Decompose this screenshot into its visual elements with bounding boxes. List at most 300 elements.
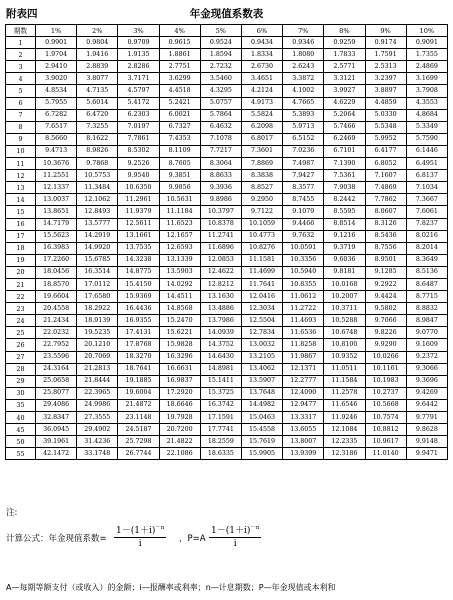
factor-cell: 5.7955 bbox=[36, 97, 77, 109]
factor-cell: 4.6229 bbox=[324, 97, 365, 109]
factor-cell: 8.5136 bbox=[406, 266, 447, 278]
table-row bbox=[6, 339, 448, 351]
factor-cell: 12.6593 bbox=[159, 242, 200, 254]
factor-cell: 7.6061 bbox=[406, 206, 447, 218]
factor-cell: 0.9091 bbox=[406, 37, 447, 49]
factor-cell: 5.7590 bbox=[406, 133, 447, 145]
factor-cell: 1.7591 bbox=[365, 49, 406, 61]
header-period: 期数 bbox=[6, 25, 36, 37]
factor-cell: 3.4651 bbox=[241, 73, 282, 85]
factor-cell: 3.6299 bbox=[159, 73, 200, 85]
factor-cell: 13.8651 bbox=[36, 206, 77, 218]
factor-cell: 8.0607 bbox=[365, 206, 406, 218]
table-row bbox=[6, 424, 448, 436]
factor-cell: 7.8237 bbox=[406, 218, 447, 230]
factor-cell: 3.1699 bbox=[406, 73, 447, 85]
period-cell: 11 bbox=[6, 158, 36, 170]
factor-cell: 16.9355 bbox=[118, 315, 159, 327]
factor-cell: 10.6748 bbox=[324, 327, 365, 339]
factor-cell: 21.2813 bbox=[77, 363, 118, 375]
factor-cell: 11.6896 bbox=[200, 242, 241, 254]
table-row bbox=[6, 170, 448, 182]
factor-cell: 13.1339 bbox=[159, 254, 200, 266]
factor-cell: 9.6036 bbox=[324, 254, 365, 266]
period-cell: 1 bbox=[6, 37, 36, 49]
factor-cell: 7.1607 bbox=[365, 170, 406, 182]
factor-cell: 10.0266 bbox=[365, 351, 406, 363]
factor-cell: 6.4632 bbox=[200, 121, 241, 133]
factor-cell: 6.4951 bbox=[406, 158, 447, 170]
factor-cell: 5.2421 bbox=[159, 97, 200, 109]
factor-cell: 11.0140 bbox=[365, 448, 406, 460]
factor-cell: 19.6604 bbox=[36, 291, 77, 303]
factor-cell: 10.4773 bbox=[241, 230, 282, 242]
factor-cell: 31.4236 bbox=[77, 436, 118, 448]
factor-cell: 20.4558 bbox=[36, 303, 77, 315]
factor-cell: 0.9259 bbox=[324, 37, 365, 49]
fraction-denominator: i bbox=[138, 539, 142, 549]
factor-cell: 16.4436 bbox=[118, 303, 159, 315]
factor-cell: 21.4822 bbox=[159, 436, 200, 448]
factor-cell: 1.8861 bbox=[159, 49, 200, 61]
factor-cell: 16.3983 bbox=[36, 242, 77, 254]
factor-cell: 3.9020 bbox=[36, 73, 77, 85]
factor-cell: 9.7868 bbox=[77, 158, 118, 170]
factor-cell: 15.5623 bbox=[36, 230, 77, 242]
factor-cell: 7.7861 bbox=[118, 133, 159, 145]
factor-cell: 4.8684 bbox=[406, 109, 447, 121]
factor-cell: 7.3255 bbox=[77, 121, 118, 133]
factor-cell: 10.6350 bbox=[118, 182, 159, 194]
factor-cell: 9.3719 bbox=[324, 242, 365, 254]
factor-cell: 7.9427 bbox=[283, 170, 324, 182]
factor-cell: 13.5907 bbox=[241, 375, 282, 387]
factor-cell: 11.1184 bbox=[159, 206, 200, 218]
factor-cell: 9.8181 bbox=[324, 266, 365, 278]
factor-cell: 13.4062 bbox=[241, 363, 282, 375]
factor-cell: 0.9901 bbox=[36, 37, 77, 49]
factor-cell: 13.7986 bbox=[200, 315, 241, 327]
factor-cell: 12.9477 bbox=[283, 399, 324, 411]
period-cell: 6 bbox=[6, 97, 36, 109]
factor-cell: 10.8100 bbox=[324, 339, 365, 351]
factor-cell: 11.0511 bbox=[324, 363, 365, 375]
factor-cell: 14.6430 bbox=[200, 351, 241, 363]
factor-cell: 15.3725 bbox=[200, 387, 241, 399]
period-cell: 50 bbox=[6, 436, 36, 448]
factor-cell: 2.4869 bbox=[406, 61, 447, 73]
table-row bbox=[6, 436, 448, 448]
table-row bbox=[6, 363, 448, 375]
factor-cell: 21.2434 bbox=[36, 315, 77, 327]
factor-cell: 5.3893 bbox=[283, 109, 324, 121]
formula-fraction-2 bbox=[209, 523, 261, 549]
factor-cell: 10.8276 bbox=[241, 242, 282, 254]
factor-cell: 9.3936 bbox=[200, 182, 241, 194]
factor-cell: 5.5348 bbox=[365, 121, 406, 133]
factor-cell: 9.9856 bbox=[159, 182, 200, 194]
factor-cell: 18.6646 bbox=[159, 399, 200, 411]
factor-cell: 15.0463 bbox=[241, 412, 282, 424]
period-cell: 40 bbox=[6, 412, 36, 424]
table-row bbox=[6, 266, 448, 278]
factor-cell: 8.8527 bbox=[241, 182, 282, 194]
period-cell: 29 bbox=[6, 375, 36, 387]
factor-cell: 1.7833 bbox=[324, 49, 365, 61]
factor-cell: 5.7864 bbox=[200, 109, 241, 121]
factor-cell: 11.1581 bbox=[241, 254, 282, 266]
factor-cell: 1.9416 bbox=[77, 49, 118, 61]
factor-cell: 12.8493 bbox=[77, 206, 118, 218]
table-row bbox=[6, 399, 448, 411]
factor-cell: 16.3296 bbox=[159, 351, 200, 363]
factor-cell: 17.1591 bbox=[200, 412, 241, 424]
factor-cell: 24.5187 bbox=[118, 424, 159, 436]
factor-cell: 8.3064 bbox=[200, 158, 241, 170]
factor-cell: 12.4090 bbox=[283, 387, 324, 399]
period-cell: 5 bbox=[6, 85, 36, 97]
factor-cell: 2.7751 bbox=[159, 61, 200, 73]
annuity-present-value-table bbox=[5, 24, 448, 460]
factor-cell: 10.5288 bbox=[324, 315, 365, 327]
factor-cell: 17.6580 bbox=[77, 291, 118, 303]
factor-cell: 15.2470 bbox=[159, 315, 200, 327]
factor-cell: 8.9847 bbox=[406, 315, 447, 327]
factor-cell: 11.2722 bbox=[283, 303, 324, 315]
factor-cell: 6.2098 bbox=[241, 121, 282, 133]
factor-cell: 16.6631 bbox=[159, 363, 200, 375]
factor-cell: 4.7665 bbox=[283, 97, 324, 109]
factor-cell: 18.2559 bbox=[200, 436, 241, 448]
table-row bbox=[6, 375, 448, 387]
table-row bbox=[6, 61, 448, 73]
factor-cell: 8.1622 bbox=[77, 133, 118, 145]
factor-cell: 9.1079 bbox=[283, 206, 324, 218]
factor-cell: 8.9826 bbox=[77, 145, 118, 157]
factor-cell: 32.8347 bbox=[36, 412, 77, 424]
factor-cell: 4.7135 bbox=[77, 85, 118, 97]
factor-cell: 14.4982 bbox=[241, 399, 282, 411]
factor-cell: 26.7744 bbox=[118, 448, 159, 460]
factor-cell: 9.0770 bbox=[406, 327, 447, 339]
factor-cell: 9.3851 bbox=[159, 170, 200, 182]
factor-cell: 10.2737 bbox=[365, 387, 406, 399]
factor-cell: 10.2007 bbox=[324, 291, 365, 303]
factor-cell: 3.5460 bbox=[200, 73, 241, 85]
factor-cell: 22.3965 bbox=[77, 387, 118, 399]
period-cell: 35 bbox=[6, 399, 36, 411]
factor-cell: 17.0112 bbox=[77, 278, 118, 290]
factor-cell: 6.8052 bbox=[365, 158, 406, 170]
factor-cell: 11.2741 bbox=[200, 230, 241, 242]
factor-cell: 8.3649 bbox=[406, 254, 447, 266]
factor-cell: 13.0037 bbox=[36, 194, 77, 206]
table-row bbox=[6, 85, 448, 97]
factor-cell: 10.5668 bbox=[365, 399, 406, 411]
factor-cell: 8.0216 bbox=[406, 230, 447, 242]
header-rate: 3% bbox=[118, 25, 159, 37]
factor-cell: 11.8258 bbox=[283, 339, 324, 351]
factor-cell: 22.1086 bbox=[159, 448, 200, 460]
factor-cell: 14.0939 bbox=[200, 327, 241, 339]
factor-cell: 14.0292 bbox=[159, 278, 200, 290]
factor-cell: 9.9540 bbox=[118, 170, 159, 182]
factor-cell: 18.3270 bbox=[118, 351, 159, 363]
factor-cell: 1.7355 bbox=[406, 49, 447, 61]
factor-cell: 12.3186 bbox=[324, 448, 365, 460]
factor-cell: 6.2469 bbox=[324, 133, 365, 145]
period-cell: 8 bbox=[6, 121, 36, 133]
factor-cell: 5.3349 bbox=[406, 121, 447, 133]
factor-cell: 6.4177 bbox=[365, 145, 406, 157]
factor-cell: 3.9927 bbox=[324, 85, 365, 97]
formula-separator: ，P=A bbox=[179, 534, 206, 544]
factor-cell: 2.9410 bbox=[36, 61, 77, 73]
factor-cell: 9.3066 bbox=[406, 363, 447, 375]
factor-cell: 1.8080 bbox=[283, 49, 324, 61]
factor-cell: 17.7741 bbox=[200, 424, 241, 436]
factor-cell: 9.4713 bbox=[36, 145, 77, 157]
factor-cell: 14.2919 bbox=[77, 230, 118, 242]
factor-cell: 0.9615 bbox=[159, 37, 200, 49]
period-cell: 7 bbox=[6, 109, 36, 121]
factor-cell: 14.4511 bbox=[159, 291, 200, 303]
factor-cell: 20.7069 bbox=[77, 351, 118, 363]
header-rate: 2% bbox=[77, 25, 118, 37]
factor-cell: 11.3484 bbox=[77, 182, 118, 194]
factor-cell: 15.7619 bbox=[241, 436, 282, 448]
factor-cell: 20.1210 bbox=[77, 339, 118, 351]
factor-cell: 16.3742 bbox=[200, 399, 241, 411]
factor-cell: 9.1216 bbox=[324, 230, 365, 242]
period-cell: 55 bbox=[6, 448, 36, 460]
heading bbox=[6, 6, 447, 22]
factor-cell: 11.2551 bbox=[36, 170, 77, 182]
factor-cell: 8.2014 bbox=[406, 242, 447, 254]
factor-cell: 10.8812 bbox=[365, 424, 406, 436]
factor-cell: 24.9986 bbox=[77, 399, 118, 411]
factor-cell: 8.5660 bbox=[36, 133, 77, 145]
table-row bbox=[6, 109, 448, 121]
factor-cell: 25.8077 bbox=[36, 387, 77, 399]
factor-cell: 9.9471 bbox=[406, 448, 447, 460]
period-cell: 10 bbox=[6, 145, 36, 157]
factor-cell: 5.7466 bbox=[324, 121, 365, 133]
factor-cell: 6.5152 bbox=[283, 133, 324, 145]
factor-cell: 9.7632 bbox=[283, 230, 324, 242]
factor-cell: 9.4424 bbox=[365, 291, 406, 303]
factor-cell: 11.6536 bbox=[283, 327, 324, 339]
factor-cell: 7.3667 bbox=[406, 194, 447, 206]
factor-cell: 6.8137 bbox=[406, 170, 447, 182]
factor-cell: 14.3238 bbox=[118, 254, 159, 266]
factor-cell: 2.5313 bbox=[365, 61, 406, 73]
factor-cell: 14.3752 bbox=[200, 339, 241, 351]
factor-cell: 15.9905 bbox=[241, 448, 282, 460]
factor-cell: 6.0021 bbox=[159, 109, 200, 121]
factor-cell: 29.4902 bbox=[77, 424, 118, 436]
factor-cell: 8.9501 bbox=[365, 254, 406, 266]
factor-cell: 8.7455 bbox=[283, 194, 324, 206]
factor-cell: 7.4987 bbox=[283, 158, 324, 170]
factor-cell: 36.0945 bbox=[36, 424, 77, 436]
factor-cell: 12.4622 bbox=[200, 266, 241, 278]
factor-cell: 17.4131 bbox=[118, 327, 159, 339]
period-cell: 9 bbox=[6, 133, 36, 145]
factor-cell: 18.2922 bbox=[77, 303, 118, 315]
factor-cell: 11.0612 bbox=[283, 291, 324, 303]
factor-cell: 21.4872 bbox=[118, 399, 159, 411]
factor-cell: 9.8986 bbox=[200, 194, 241, 206]
factor-cell: 14.9920 bbox=[77, 242, 118, 254]
factor-cell: 11.4699 bbox=[241, 266, 282, 278]
factor-cell: 8.6487 bbox=[406, 278, 447, 290]
factor-cell: 13.0032 bbox=[241, 339, 282, 351]
factor-cell: 13.1630 bbox=[200, 291, 241, 303]
factor-cell: 2.5771 bbox=[324, 61, 365, 73]
factor-cell: 13.2105 bbox=[241, 351, 282, 363]
fraction-numerator: $1-(1+i)^{-n}$ bbox=[211, 525, 260, 536]
factor-cell: 9.7791 bbox=[406, 412, 447, 424]
factor-cell: 13.6055 bbox=[283, 424, 324, 436]
factor-cell: 8.8514 bbox=[324, 218, 365, 230]
factor-cell: 13.8007 bbox=[283, 436, 324, 448]
factor-cell: 4.2124 bbox=[241, 85, 282, 97]
header-rate: 9% bbox=[365, 25, 406, 37]
factor-cell: 9.5802 bbox=[365, 303, 406, 315]
table-row bbox=[6, 412, 448, 424]
factor-cell: 4.5797 bbox=[118, 85, 159, 97]
factor-cell: 22.7952 bbox=[36, 339, 77, 351]
period-cell: 16 bbox=[6, 218, 36, 230]
factor-cell: 1.8334 bbox=[241, 49, 282, 61]
table-row bbox=[6, 97, 448, 109]
table-row bbox=[6, 182, 448, 194]
factor-cell: 25.7298 bbox=[118, 436, 159, 448]
factor-cell: 17.8768 bbox=[118, 339, 159, 351]
factor-cell: 19.6004 bbox=[118, 387, 159, 399]
table-row bbox=[6, 73, 448, 85]
factor-cell: 12.1371 bbox=[283, 363, 324, 375]
variable-legend: A—每期等额支付（或收入）的金额；i—报酬率或利率；n—计息期数；P—年金现值或本利和 bbox=[6, 583, 336, 592]
factor-cell: 12.1657 bbox=[159, 230, 200, 242]
fraction-numerator: $1-(1+i)^{-n}$ bbox=[116, 525, 165, 536]
period-cell: 3 bbox=[6, 61, 36, 73]
factor-cell: 10.3676 bbox=[36, 158, 77, 170]
period-cell: 25 bbox=[6, 327, 36, 339]
table-row bbox=[6, 327, 448, 339]
period-cell: 13 bbox=[6, 182, 36, 194]
factor-cell: 5.4172 bbox=[118, 97, 159, 109]
table-title: 年金现值系数表 bbox=[189, 8, 264, 20]
factor-cell: 7.9038 bbox=[324, 182, 365, 194]
factor-cell: 8.1109 bbox=[159, 145, 200, 157]
factor-cell: 7.7217 bbox=[200, 145, 241, 157]
factor-cell: 5.5824 bbox=[241, 109, 282, 121]
period-cell: 30 bbox=[6, 387, 36, 399]
factor-cell: 9.9148 bbox=[406, 436, 447, 448]
factor-cell: 11.9867 bbox=[283, 351, 324, 363]
factor-cell: 18.0456 bbox=[36, 266, 77, 278]
factor-cell: 6.7101 bbox=[324, 145, 365, 157]
factor-cell: 18.8570 bbox=[36, 278, 77, 290]
table-row bbox=[6, 133, 448, 145]
table-row bbox=[6, 351, 448, 363]
factor-cell: 5.0330 bbox=[365, 109, 406, 121]
factor-cell: 8.3126 bbox=[365, 218, 406, 230]
factor-cell: 9.6442 bbox=[406, 399, 447, 411]
factor-cell: 15.6221 bbox=[159, 327, 200, 339]
factor-cell: 17.2260 bbox=[36, 254, 77, 266]
factor-cell: 5.2064 bbox=[324, 109, 365, 121]
period-cell: 2 bbox=[6, 49, 36, 61]
table-row bbox=[6, 303, 448, 315]
factor-cell: 10.3797 bbox=[200, 206, 241, 218]
factor-cell: 7.7862 bbox=[365, 194, 406, 206]
factor-cell: 8.5595 bbox=[324, 206, 365, 218]
formula-fraction-1 bbox=[114, 523, 166, 549]
factor-cell: 0.9524 bbox=[200, 37, 241, 49]
factor-cell: 5.9952 bbox=[365, 133, 406, 145]
factor-cell: 21.8444 bbox=[77, 375, 118, 387]
factor-cell: 4.3295 bbox=[200, 85, 241, 97]
factor-cell: 10.5940 bbox=[283, 266, 324, 278]
period-cell: 24 bbox=[6, 315, 36, 327]
header-rate: 4% bbox=[159, 25, 200, 37]
factor-cell: 9.2950 bbox=[241, 194, 282, 206]
period-cell: 27 bbox=[6, 351, 36, 363]
factor-cell: 24.3164 bbox=[36, 363, 77, 375]
factor-cell: 4.1002 bbox=[283, 85, 324, 97]
factor-cell: 1.9135 bbox=[118, 49, 159, 61]
appendix-label: 附表四 bbox=[6, 8, 38, 20]
factor-cell: 12.0416 bbox=[241, 291, 282, 303]
period-cell: 21 bbox=[6, 278, 36, 290]
factor-cell: 6.7282 bbox=[36, 109, 77, 121]
factor-cell: 9.4269 bbox=[406, 387, 447, 399]
table-row bbox=[6, 242, 448, 254]
factor-cell: 19.7928 bbox=[159, 412, 200, 424]
factor-cell: 12.1337 bbox=[36, 182, 77, 194]
factor-cell: 7.4353 bbox=[159, 133, 200, 145]
factor-cell: 6.4720 bbox=[77, 109, 118, 121]
factor-cell: 7.1078 bbox=[200, 133, 241, 145]
period-cell: 12 bbox=[6, 170, 36, 182]
table-row bbox=[6, 121, 448, 133]
period-cell: 19 bbox=[6, 254, 36, 266]
header-rate: 6% bbox=[241, 25, 282, 37]
factor-cell: 8.5302 bbox=[118, 145, 159, 157]
factor-cell: 7.5361 bbox=[324, 170, 365, 182]
factor-cell: 12.3034 bbox=[241, 303, 282, 315]
factor-cell: 17.2920 bbox=[159, 387, 200, 399]
factor-cell: 13.1661 bbox=[118, 230, 159, 242]
factor-cell: 14.7179 bbox=[36, 218, 77, 230]
factor-cell: 13.5777 bbox=[77, 218, 118, 230]
table-row bbox=[6, 230, 448, 242]
factor-cell: 5.6014 bbox=[77, 97, 118, 109]
table-row bbox=[6, 448, 448, 460]
factor-cell: 3.3872 bbox=[283, 73, 324, 85]
period-cell: 28 bbox=[6, 363, 36, 375]
period-cell: 4 bbox=[6, 73, 36, 85]
factor-cell: 27.3555 bbox=[77, 412, 118, 424]
factor-cell: 12.2777 bbox=[283, 375, 324, 387]
factor-cell: 9.2526 bbox=[118, 158, 159, 170]
factor-cell: 16.3514 bbox=[77, 266, 118, 278]
factor-cell: 0.9709 bbox=[118, 37, 159, 49]
table-row bbox=[6, 315, 448, 327]
